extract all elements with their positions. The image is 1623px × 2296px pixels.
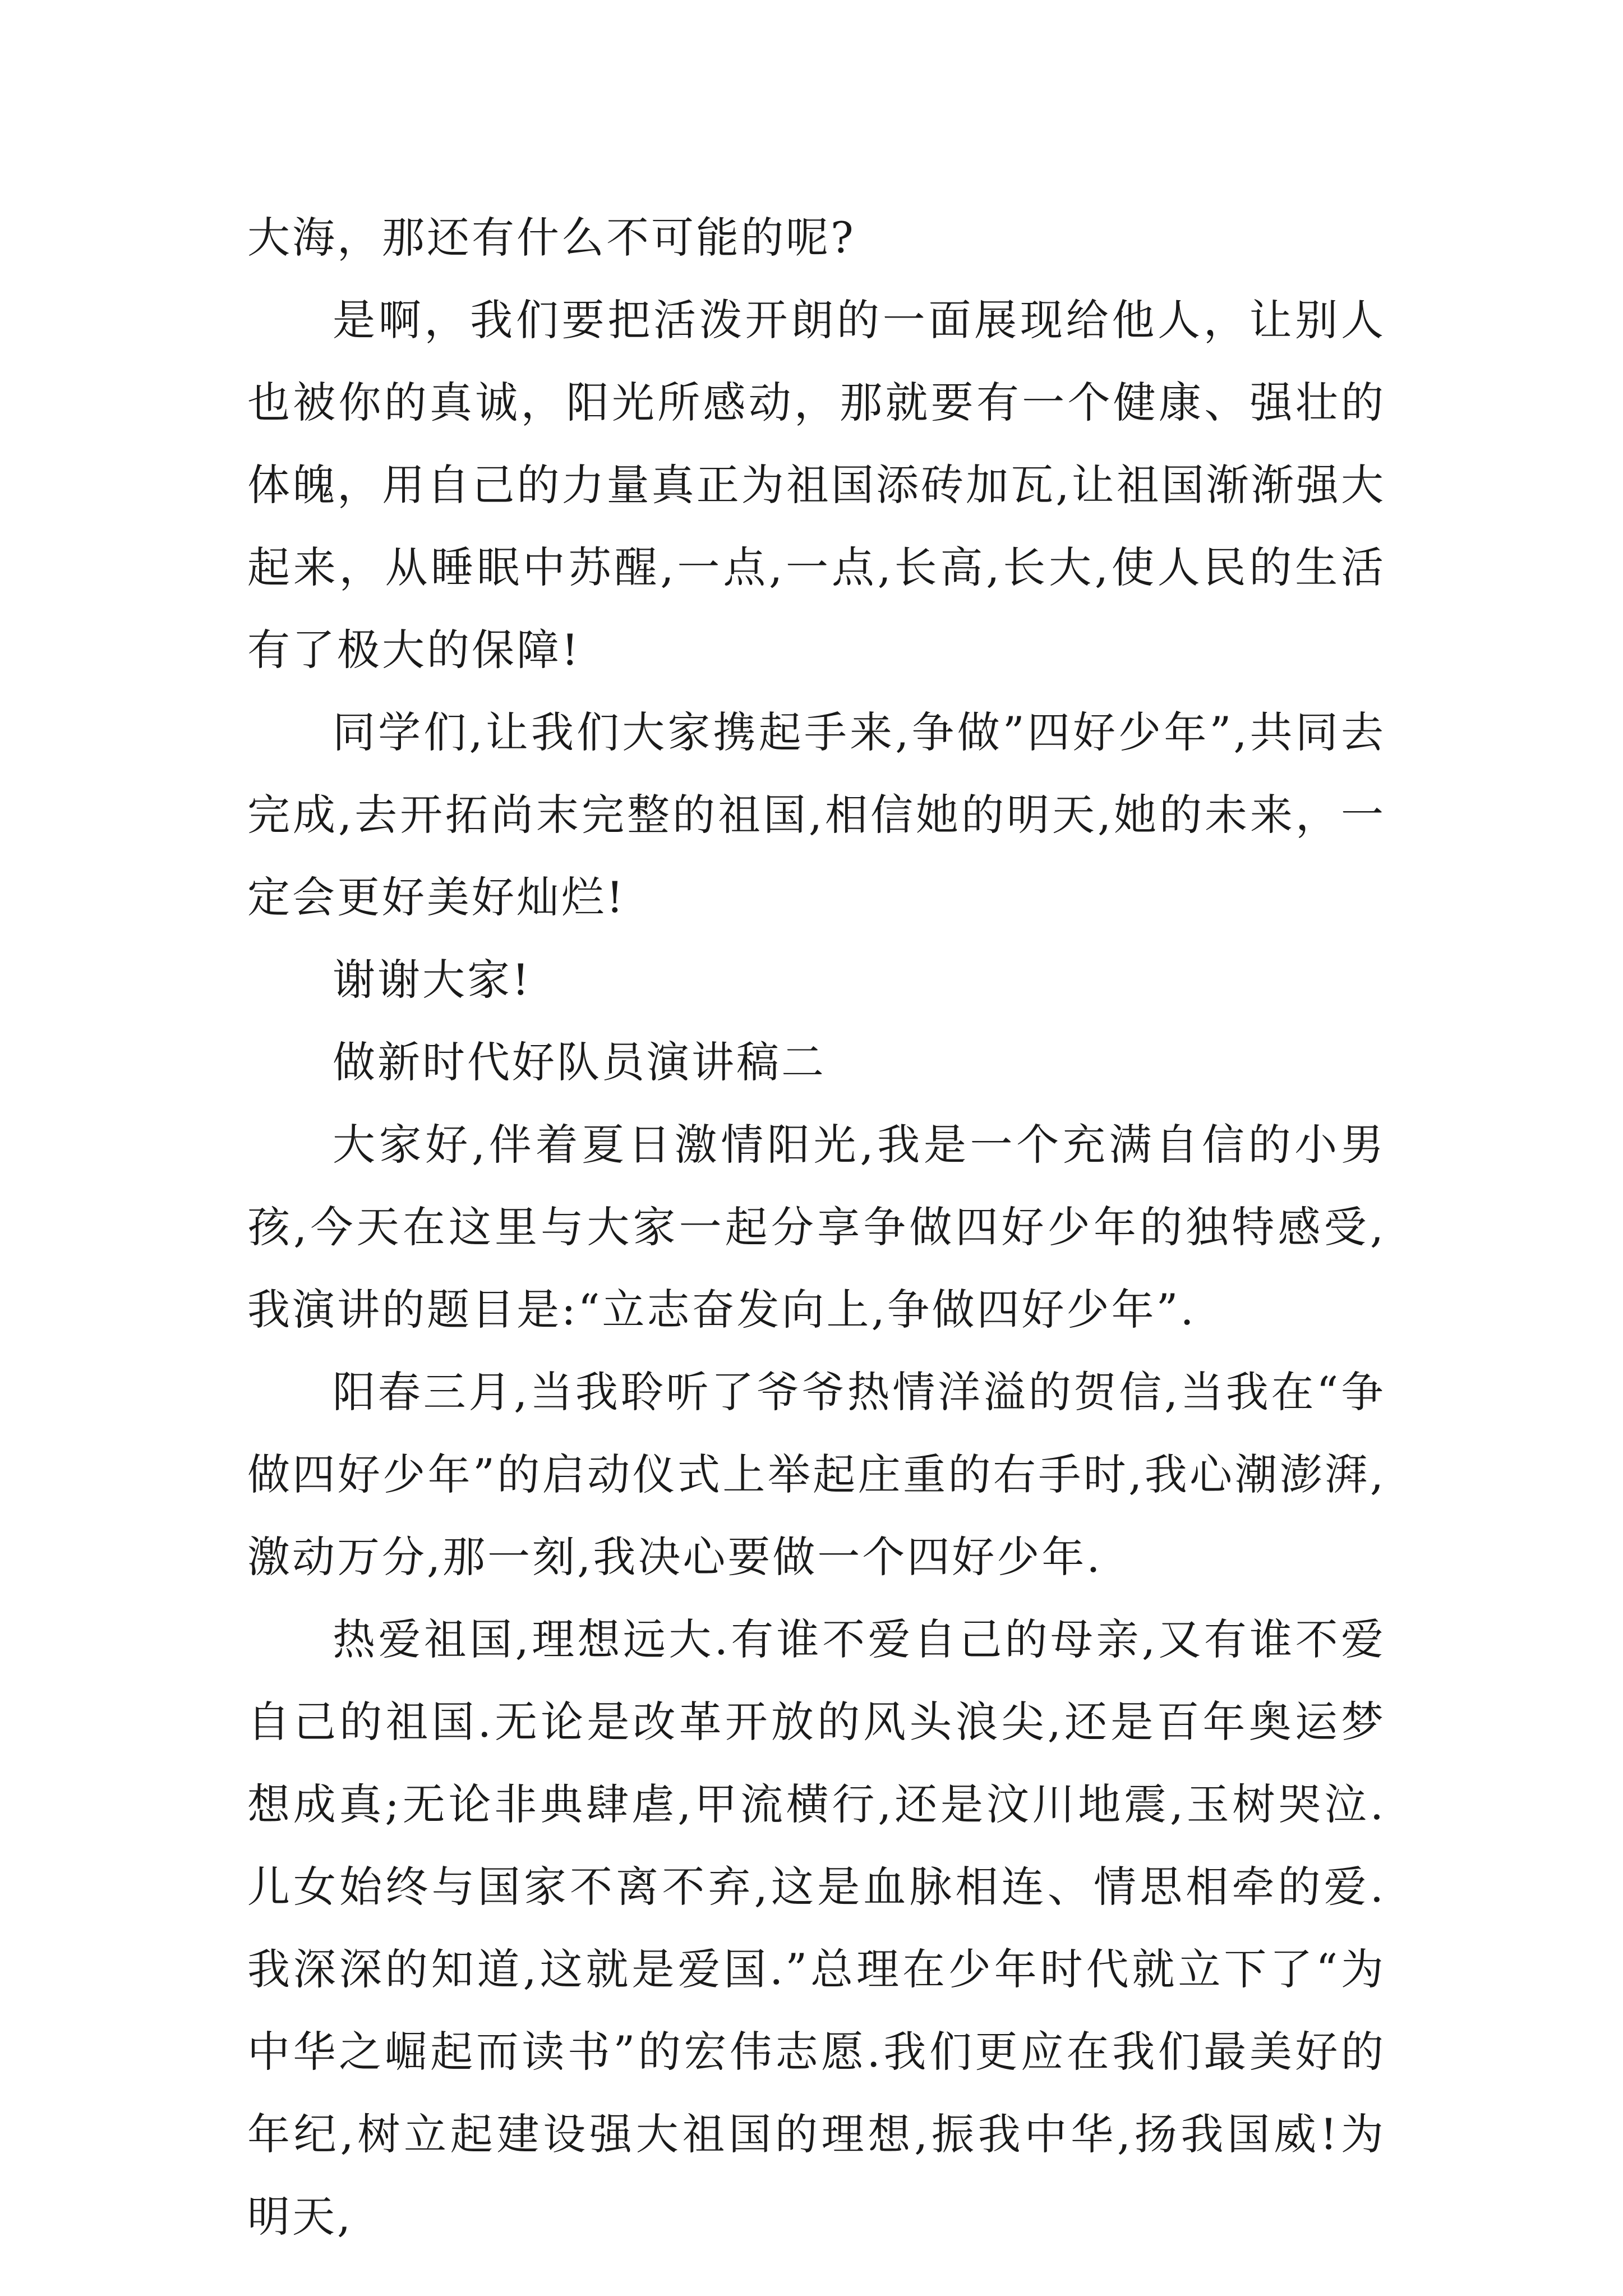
paragraph-7: 阳春三月,当我聆听了爷爷热情洋溢的贺信,当我在“争做四好少年”的启动仪式上举起庄重的右手时,我心潮澎湃,激动万分,那一刻,我决心要做一个四好少年.	[247, 1367, 1386, 1582]
paragraph-4: 谢谢大家!	[333, 955, 532, 1005]
paragraph-2: 是啊，我们要把活泼开朗的一面展现给他人，让别人也被你的真诚，阳光所感动，那就要有一个健康、强壮的体魄，用自己的力量真正为祖国添砖加瓦,让祖国渐渐强大起来，从睡眠中苏醒,一点,一点,长高,长大,使人民的生活有了极大的保障!	[247, 295, 1386, 675]
section-heading: 做新时代好队员演讲稿二	[333, 1037, 826, 1087]
paragraph-1: 大海，那还有什么不可能的呢?	[247, 213, 856, 263]
paragraph-6: 大家好,伴着夏日激情阳光,我是一个充满自信的小男孩,今天在这里与大家一起分享争做四好少年的独特感受,我演讲的题目是:“立志奋发向上,争做四好少年”.	[247, 1120, 1386, 1335]
document-body	[247, 196, 1386, 2258]
paragraph-8: 热爱祖国,理想远大.有谁不爱自己的母亲,又有谁不爱自己的祖国.无论是改革开放的风头浪尖,还是百年奥运梦想成真;无论非典肆虐,甲流横行,还是汶川地震,玉树哭泣.儿女始终与国家不离不弃,这是血脉相连、情思相牵的爱.我深深的知道,这就是爱国.”总理在少年时代就立下了“为中华之崛起而读书”的宏伟志愿.我们更应在我们最美好的年纪,树立起建设强大祖国的理想,振我中华,扬我国威!为明天,	[247, 1614, 1386, 2242]
paragraph-3: 同学们,让我们大家携起手来,争做”四好少年”,共同去完成,去开拓尚末完整的祖国,相信她的明天,她的未来，一定会更好美好灿烂!	[247, 707, 1386, 922]
